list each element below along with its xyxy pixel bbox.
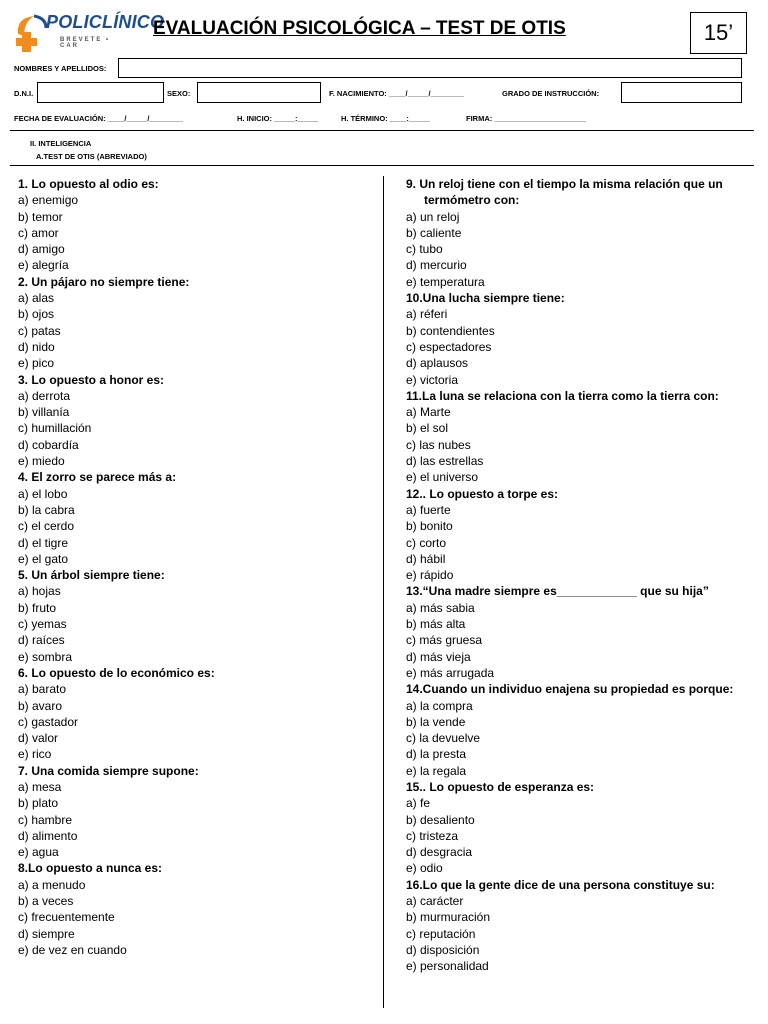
option[interactable]: b) más alta bbox=[406, 617, 466, 632]
question-16 bbox=[406, 877, 756, 975]
option[interactable]: e) agua bbox=[18, 845, 59, 860]
option[interactable]: e) la regala bbox=[406, 763, 467, 778]
option[interactable]: e) más arrugada bbox=[406, 665, 495, 680]
option[interactable]: c) yemas bbox=[18, 617, 67, 632]
option[interactable]: b) la cabra bbox=[18, 502, 75, 517]
option[interactable]: e) rico bbox=[18, 747, 52, 762]
grado-field[interactable] bbox=[621, 82, 742, 103]
option[interactable]: e) pico bbox=[18, 356, 55, 371]
option[interactable]: a) réferi bbox=[406, 307, 448, 322]
option[interactable]: a) hojas bbox=[18, 584, 61, 599]
question-text: 6. Lo opuesto de lo económico es: bbox=[18, 665, 215, 680]
option[interactable]: d) el tigre bbox=[18, 535, 69, 550]
hora-termino-label: H. TÉRMINO: ____:_____ bbox=[341, 114, 430, 123]
option[interactable]: e) miedo bbox=[18, 454, 65, 469]
option[interactable]: b) plato bbox=[18, 796, 59, 811]
option[interactable]: b) temor bbox=[18, 209, 63, 224]
option[interactable]: d) raíces bbox=[18, 633, 65, 648]
option[interactable]: c) amor bbox=[18, 225, 59, 240]
grado-label: GRADO DE INSTRUCCIÓN: bbox=[502, 89, 600, 98]
option[interactable]: a) alas bbox=[18, 291, 55, 306]
option[interactable]: c) tristeza bbox=[406, 828, 459, 843]
question-7 bbox=[18, 763, 378, 861]
time-limit-box: 15’ bbox=[690, 12, 747, 54]
option[interactable]: d) aplausos bbox=[406, 356, 469, 371]
option[interactable]: d) las estrellas bbox=[406, 454, 484, 469]
question-text: 1. Lo opuesto al odio es: bbox=[18, 177, 159, 191]
option[interactable]: a) un reloj bbox=[406, 209, 460, 224]
option[interactable]: b) villanía bbox=[18, 405, 70, 420]
question-15 bbox=[406, 779, 756, 877]
question-text: 9. Un reloj tiene con el tiempo la misma relación que un bbox=[406, 177, 723, 191]
option[interactable]: b) fruto bbox=[18, 600, 57, 615]
option[interactable]: a) la compra bbox=[406, 698, 473, 713]
question-3 bbox=[18, 372, 378, 470]
option[interactable]: e) victoria bbox=[406, 372, 459, 387]
option[interactable]: c) la devuelve bbox=[406, 731, 481, 746]
option[interactable]: d) siempre bbox=[18, 926, 75, 941]
question-2 bbox=[18, 274, 378, 372]
divider bbox=[10, 165, 754, 166]
option[interactable]: d) la presta bbox=[406, 747, 467, 762]
question-text: 16.Lo que la gente dice de una persona constituye su: bbox=[406, 877, 715, 892]
option[interactable]: c) frecuentemente bbox=[18, 910, 115, 925]
nombres-field[interactable] bbox=[118, 58, 742, 78]
option[interactable]: e) personalidad bbox=[406, 959, 489, 974]
option[interactable]: a) fuerte bbox=[406, 502, 451, 517]
option[interactable]: b) ojos bbox=[18, 307, 55, 322]
option[interactable]: b) desaliento bbox=[406, 812, 475, 827]
option[interactable]: d) alimento bbox=[18, 828, 78, 843]
option[interactable]: d) hábil bbox=[406, 551, 446, 566]
question-12 bbox=[406, 486, 756, 584]
fecha-evaluacion-label: FECHA DE EVALUACIÓN: ____/_____/________ bbox=[14, 114, 183, 123]
option[interactable]: d) mercurio bbox=[406, 258, 467, 273]
option[interactable]: a) a menudo bbox=[18, 877, 86, 892]
option[interactable]: c) tubo bbox=[406, 242, 443, 257]
firma-label: FIRMA: ______________________ bbox=[466, 114, 587, 123]
option[interactable]: b) contendientes bbox=[406, 323, 495, 338]
question-text: 8.Lo opuesto a nunca es: bbox=[18, 861, 163, 876]
option[interactable]: c) corto bbox=[406, 535, 447, 550]
question-14 bbox=[406, 681, 756, 779]
option[interactable]: b) murmuración bbox=[406, 910, 491, 925]
page-title: EVALUACIÓN PSICOLÓGICA – TEST DE OTIS bbox=[153, 18, 566, 39]
option[interactable]: b) bonito bbox=[406, 519, 453, 534]
column-divider bbox=[383, 176, 384, 1008]
hora-inicio-label: H. INICIO: _____:_____ bbox=[237, 114, 319, 123]
option[interactable]: c) más gruesa bbox=[406, 633, 483, 648]
option[interactable]: c) patas bbox=[18, 323, 61, 338]
option[interactable]: b) a veces bbox=[18, 894, 74, 909]
option[interactable]: a) el lobo bbox=[18, 486, 68, 501]
question-text: 12.. Lo opuesto a torpe es: bbox=[406, 486, 559, 501]
question-text: 3. Lo opuesto a honor es: bbox=[18, 372, 165, 387]
option[interactable]: c) el cerdo bbox=[18, 519, 75, 534]
option[interactable]: c) humillación bbox=[18, 421, 92, 436]
question-13 bbox=[406, 583, 756, 681]
option[interactable]: c) las nubes bbox=[406, 437, 471, 452]
questions-left-column bbox=[18, 176, 378, 958]
question-text: 14.Cuando un individuo enajena su propiedad es porque: bbox=[406, 682, 734, 697]
option[interactable]: d) amigo bbox=[18, 242, 65, 257]
question-5 bbox=[18, 567, 378, 665]
option[interactable]: a) derrota bbox=[18, 388, 71, 403]
option[interactable]: a) más sabia bbox=[406, 600, 475, 615]
questions-right-column bbox=[406, 176, 756, 975]
option[interactable]: a) barato bbox=[18, 682, 67, 697]
question-6 bbox=[18, 665, 378, 763]
sexo-field[interactable] bbox=[197, 82, 321, 103]
option[interactable]: e) el universo bbox=[406, 470, 479, 485]
option[interactable]: b) el sol bbox=[406, 421, 449, 436]
option[interactable]: c) gastador bbox=[18, 714, 79, 729]
question-9 bbox=[406, 176, 756, 290]
option[interactable]: d) valor bbox=[18, 731, 59, 746]
question-10 bbox=[406, 290, 756, 388]
dni-label: D.N.I. bbox=[14, 89, 34, 98]
option[interactable]: b) caliente bbox=[406, 225, 462, 240]
question-8 bbox=[18, 860, 378, 958]
option[interactable]: e) rápido bbox=[406, 568, 454, 583]
divider bbox=[10, 130, 754, 131]
question-text: 7. Una comida siempre supone: bbox=[18, 763, 199, 778]
option[interactable]: d) disposición bbox=[406, 942, 480, 957]
logo-text: POLICLÍNICO bbox=[46, 12, 165, 32]
option[interactable]: e) alegría bbox=[18, 258, 69, 273]
question-text: 2. Un pájaro no siempre tiene: bbox=[18, 274, 190, 289]
subsection-heading: A.TEST DE OTIS (ABREVIADO) bbox=[36, 152, 147, 161]
question-11 bbox=[406, 388, 756, 486]
option[interactable]: d) más vieja bbox=[406, 649, 471, 664]
option[interactable]: d) nido bbox=[18, 339, 55, 354]
question-text: 11.La luna se relaciona con la tierra como la tierra con: bbox=[406, 388, 719, 403]
question-4 bbox=[18, 469, 378, 567]
option[interactable]: a) fe bbox=[406, 796, 431, 811]
option[interactable]: c) hambre bbox=[18, 812, 73, 827]
option[interactable]: d) desgracia bbox=[406, 845, 473, 860]
option[interactable]: e) odio bbox=[406, 861, 443, 876]
option[interactable]: a) Marte bbox=[406, 405, 451, 420]
option[interactable]: e) el gato bbox=[18, 551, 69, 566]
dni-field[interactable] bbox=[37, 82, 164, 103]
option[interactable]: c) reputación bbox=[406, 926, 476, 941]
option[interactable]: e) sombra bbox=[18, 649, 73, 664]
logo bbox=[12, 12, 165, 54]
option[interactable]: e) de vez en cuando bbox=[18, 942, 127, 957]
question-text: 15.. Lo opuesto de esperanza es: bbox=[406, 779, 595, 794]
question-text-continued: termómetro con: bbox=[424, 193, 520, 208]
question-text: 4. El zorro se parece más a: bbox=[18, 470, 177, 485]
option[interactable]: b) la vende bbox=[406, 714, 466, 729]
question-1 bbox=[18, 176, 378, 274]
option[interactable]: e) temperatura bbox=[406, 274, 485, 289]
nacimiento-label: F. NACIMIENTO: ____/_____/________ bbox=[329, 89, 464, 98]
option[interactable]: c) espectadores bbox=[406, 339, 492, 354]
logo-subtitle: BREVETE • CAR bbox=[60, 37, 111, 49]
nombres-label: NOMBRES Y APELLIDOS: bbox=[14, 64, 107, 73]
question-text: 5. Un árbol siempre tiene: bbox=[18, 568, 165, 583]
option[interactable]: a) mesa bbox=[18, 779, 62, 794]
option[interactable]: a) enemigo bbox=[18, 193, 79, 208]
option[interactable]: b) avaro bbox=[18, 698, 63, 713]
option[interactable]: d) cobardía bbox=[18, 437, 79, 452]
option[interactable]: a) carácter bbox=[406, 894, 464, 909]
question-text: 13.“Una madre siempre es____________ que su hija” bbox=[406, 584, 709, 599]
question-text: 10.Una lucha siempre tiene: bbox=[406, 291, 565, 306]
section-heading: II. INTELIGENCIA bbox=[30, 139, 92, 148]
sexo-label: SEXO: bbox=[167, 89, 191, 98]
